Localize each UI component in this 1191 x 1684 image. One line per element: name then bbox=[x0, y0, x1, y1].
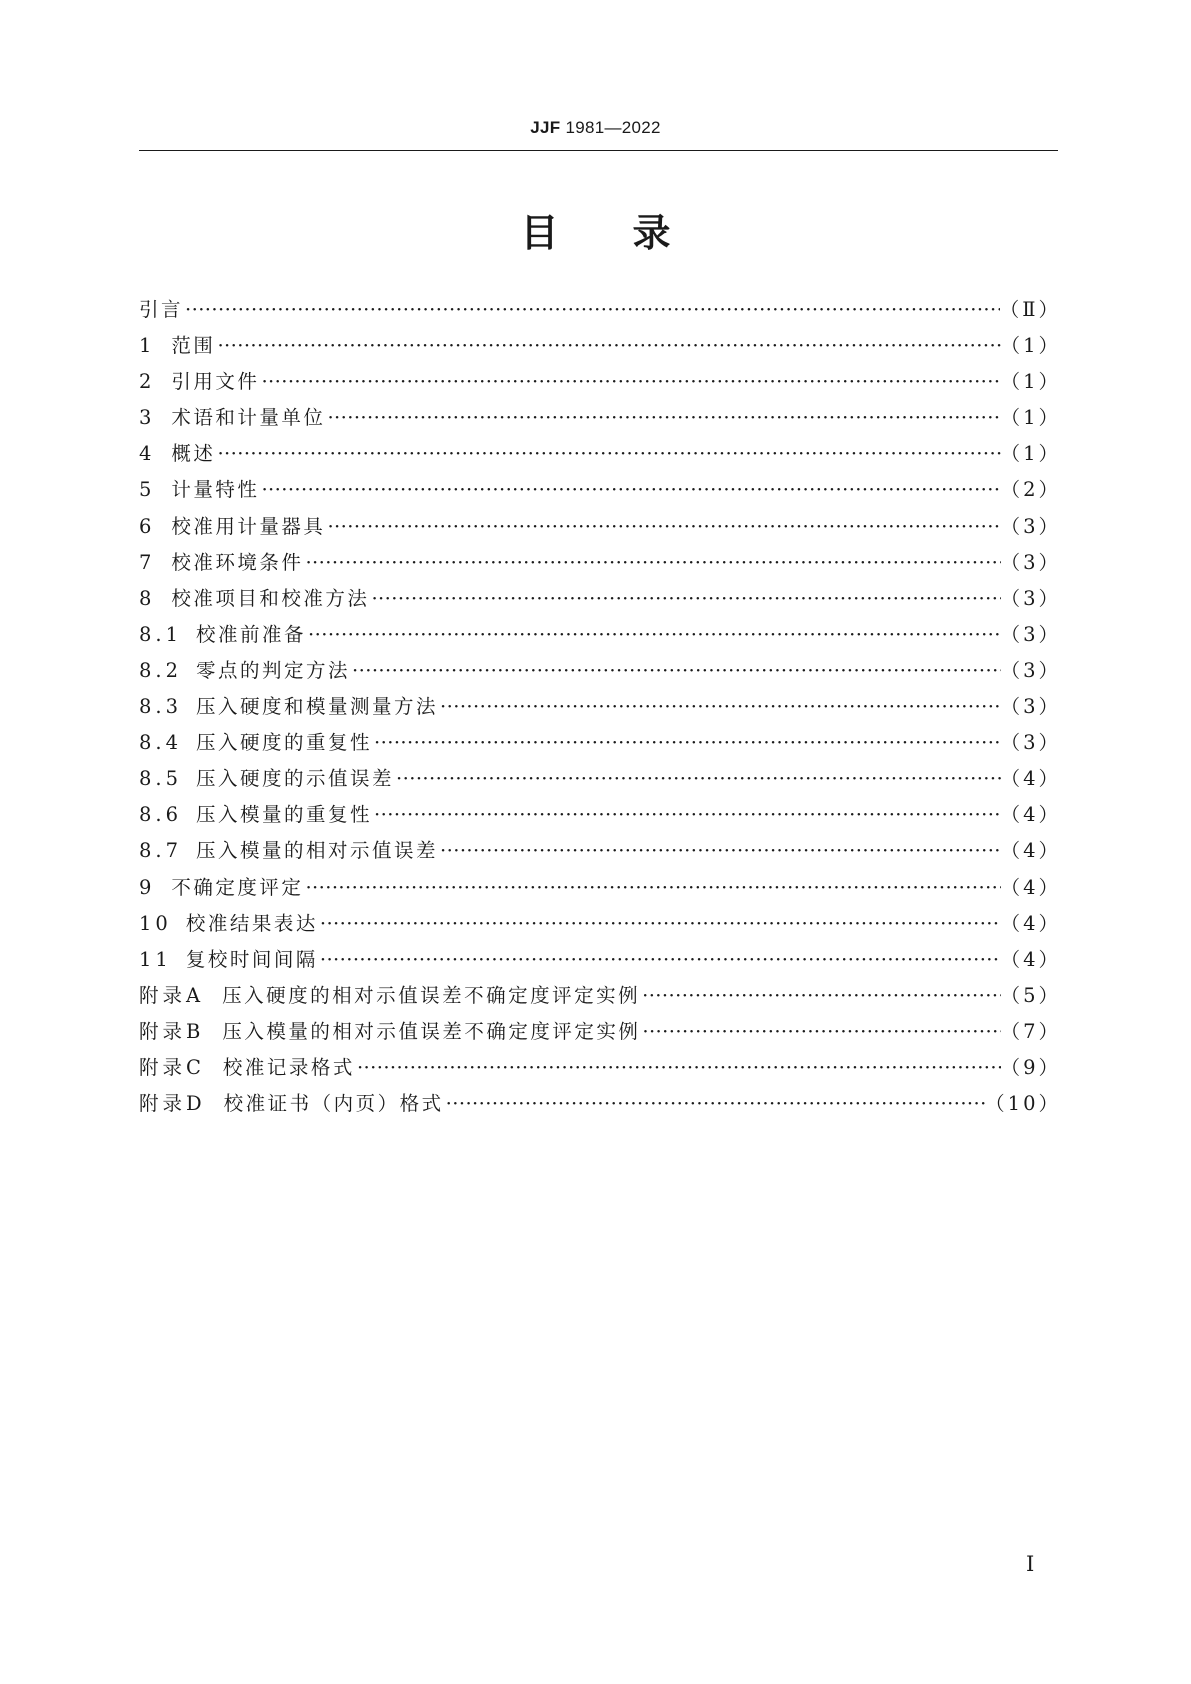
toc-entry-page: （3） bbox=[1000, 586, 1061, 610]
toc-entry-number: 8.1 bbox=[139, 622, 183, 646]
dot-leader bbox=[259, 472, 1000, 508]
table-of-contents bbox=[139, 292, 1061, 1122]
dot-leader bbox=[215, 328, 1000, 364]
toc-entry-page: （Ⅱ） bbox=[999, 298, 1061, 321]
toc-entry-label: 零点的判定方法 bbox=[196, 658, 351, 682]
toc-entry-label: 校准项目和校准方法 bbox=[171, 586, 370, 610]
toc-entry[interactable] bbox=[139, 436, 1061, 472]
dot-leader bbox=[640, 978, 1000, 1014]
toc-entry-page: （1） bbox=[1000, 334, 1061, 358]
dot-leader bbox=[318, 942, 1001, 978]
toc-entry-number: 6 bbox=[139, 514, 156, 538]
dot-leader bbox=[215, 436, 1000, 472]
toc-entry-label: 引言 bbox=[139, 298, 184, 321]
toc-entry-page: （4） bbox=[1000, 947, 1061, 971]
toc-entry[interactable] bbox=[139, 364, 1061, 400]
dot-leader bbox=[318, 906, 1001, 942]
toc-entry-number: 8.4 bbox=[139, 731, 183, 755]
toc-entry-page: （3） bbox=[1000, 695, 1061, 719]
toc-entry-label: 压入模量的相对示值误差不确定度评定实例 bbox=[222, 1019, 641, 1043]
toc-entry[interactable] bbox=[139, 509, 1061, 545]
dot-leader bbox=[303, 545, 1000, 581]
toc-entry-page: （3） bbox=[1000, 658, 1061, 682]
document-header bbox=[0, 118, 1191, 138]
page-number: Ⅰ bbox=[1026, 1552, 1035, 1576]
toc-entry-number: 8.3 bbox=[139, 695, 183, 719]
dot-leader bbox=[444, 1086, 986, 1122]
standard-number: 1981—2022 bbox=[565, 118, 661, 137]
toc-entry-label: 校准记录格式 bbox=[222, 1055, 355, 1079]
dot-leader bbox=[394, 761, 1001, 797]
toc-entry-number: 附录C bbox=[139, 1055, 205, 1079]
toc-entry-page: （3） bbox=[1000, 622, 1061, 646]
toc-entry-label: 压入硬度的相对示值误差不确定度评定实例 bbox=[222, 983, 641, 1007]
toc-entry-page: （2） bbox=[1000, 478, 1061, 502]
toc-entry[interactable] bbox=[139, 328, 1061, 364]
toc-entry[interactable] bbox=[139, 1014, 1061, 1050]
toc-entry-number: 9 bbox=[139, 875, 156, 899]
dot-leader bbox=[355, 1050, 1001, 1086]
toc-entry-label: 校准环境条件 bbox=[171, 550, 304, 574]
toc-entry-label: 压入模量的重复性 bbox=[196, 803, 373, 827]
toc-entry-number: 2 bbox=[139, 370, 156, 394]
toc-entry[interactable] bbox=[139, 400, 1061, 436]
page-title: 目录 bbox=[520, 211, 745, 255]
toc-entry-number: 8.6 bbox=[139, 803, 183, 827]
toc-entry[interactable] bbox=[139, 1086, 1061, 1122]
toc-entry-number: 8.7 bbox=[139, 839, 183, 863]
toc-entry-number: 11 bbox=[139, 947, 172, 971]
toc-entry-label: 压入模量的相对示值误差 bbox=[196, 839, 439, 863]
toc-entry-label: 不确定度评定 bbox=[171, 875, 304, 899]
toc-entry[interactable] bbox=[139, 617, 1061, 653]
toc-entry-page: （1） bbox=[1000, 442, 1061, 466]
toc-entry-number: 附录B bbox=[139, 1019, 205, 1043]
toc-entry-page: （5） bbox=[1000, 983, 1061, 1007]
toc-entry-page: （3） bbox=[1000, 731, 1061, 755]
toc-entry-label: 引用文件 bbox=[171, 370, 260, 394]
toc-entry-number: 10 bbox=[139, 911, 172, 935]
toc-entry-number: 附录A bbox=[139, 983, 205, 1007]
toc-entry[interactable] bbox=[139, 833, 1061, 869]
dot-leader bbox=[325, 400, 1000, 436]
toc-entry-label: 计量特性 bbox=[171, 478, 260, 502]
toc-entry-page: （7） bbox=[1000, 1019, 1061, 1043]
toc-entry-label: 范围 bbox=[171, 334, 216, 358]
toc-entry[interactable] bbox=[139, 870, 1061, 906]
toc-entry-label: 压入硬度的示值误差 bbox=[196, 767, 395, 791]
toc-entry-label: 校准证书（内页）格式 bbox=[223, 1092, 444, 1116]
toc-entry-label: 校准用计量器具 bbox=[171, 514, 326, 538]
toc-entry-page: （9） bbox=[1000, 1055, 1061, 1079]
dot-leader bbox=[306, 617, 1001, 653]
toc-entry[interactable] bbox=[139, 472, 1061, 508]
toc-entry-number: 8.2 bbox=[139, 658, 183, 682]
toc-entry-label: 校准结果表达 bbox=[185, 911, 318, 935]
toc-entry[interactable] bbox=[139, 761, 1061, 797]
toc-entry-number: 8.5 bbox=[139, 767, 183, 791]
dot-leader bbox=[350, 653, 1001, 689]
toc-entry[interactable] bbox=[139, 292, 1061, 328]
toc-entry-label: 概述 bbox=[171, 442, 216, 466]
toc-entry-label: 压入硬度的重复性 bbox=[196, 731, 373, 755]
toc-entry[interactable] bbox=[139, 689, 1061, 725]
dot-leader bbox=[259, 364, 1000, 400]
toc-entry-label: 术语和计量单位 bbox=[171, 406, 326, 430]
toc-entry-page: （1） bbox=[1000, 406, 1061, 430]
toc-entry-page: （4） bbox=[1000, 767, 1061, 791]
toc-entry-page: （3） bbox=[1000, 550, 1061, 574]
toc-entry[interactable] bbox=[139, 653, 1061, 689]
toc-entry-page: （10） bbox=[985, 1092, 1061, 1116]
toc-entry-number: 4 bbox=[139, 442, 156, 466]
toc-entry[interactable] bbox=[139, 545, 1061, 581]
toc-entry[interactable] bbox=[139, 797, 1061, 833]
toc-entry-page: （4） bbox=[1000, 875, 1061, 899]
toc-entry[interactable] bbox=[139, 1050, 1061, 1086]
dot-leader bbox=[640, 1014, 1000, 1050]
dot-leader bbox=[372, 797, 1001, 833]
toc-entry-number: 3 bbox=[139, 406, 156, 430]
toc-entry[interactable] bbox=[139, 906, 1061, 942]
toc-entry-number: 1 bbox=[139, 334, 156, 358]
toc-entry-label: 校准前准备 bbox=[196, 622, 307, 646]
dot-leader bbox=[369, 581, 1000, 617]
toc-entry-number: 附录D bbox=[139, 1092, 206, 1116]
toc-entry-number: 8 bbox=[139, 586, 156, 610]
dot-leader bbox=[303, 870, 1000, 906]
toc-entry-page: （1） bbox=[1000, 370, 1061, 394]
toc-entry-number: 7 bbox=[139, 550, 156, 574]
toc-entry[interactable] bbox=[139, 942, 1061, 978]
toc-entry-page: （3） bbox=[1000, 514, 1061, 538]
header-rule bbox=[139, 150, 1058, 151]
toc-entry[interactable] bbox=[139, 581, 1061, 617]
toc-entry[interactable] bbox=[139, 978, 1061, 1014]
dot-leader bbox=[325, 509, 1000, 545]
toc-entry-page: （4） bbox=[1000, 839, 1061, 863]
standard-code: JJF bbox=[530, 118, 561, 137]
dot-leader bbox=[183, 292, 1000, 328]
toc-entry-page: （4） bbox=[1000, 803, 1061, 827]
dot-leader bbox=[438, 689, 1001, 725]
dot-leader bbox=[438, 833, 1001, 869]
toc-entry[interactable] bbox=[139, 725, 1061, 761]
toc-entry-page: （4） bbox=[1000, 911, 1061, 935]
toc-entry-label: 复校时间间隔 bbox=[185, 947, 318, 971]
toc-entry-label: 压入硬度和模量测量方法 bbox=[196, 695, 439, 719]
toc-entry-number: 5 bbox=[139, 478, 156, 502]
dot-leader bbox=[372, 725, 1001, 761]
